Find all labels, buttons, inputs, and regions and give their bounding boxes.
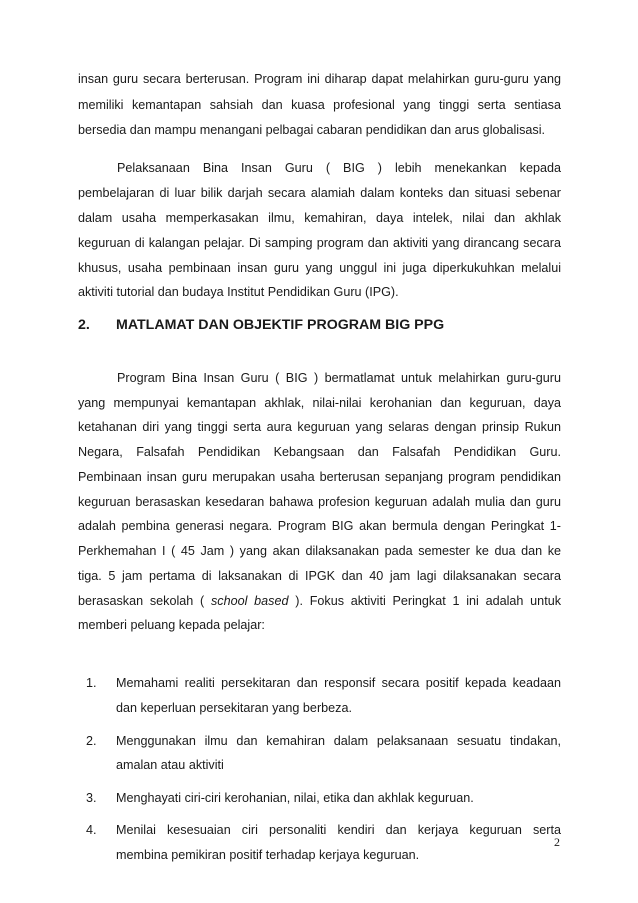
paragraph-line: pembelajaran di luar bilik darjah secara alamiah dalam konteks dan situasi sebenar [78,186,561,200]
page-number: 2 [554,835,560,849]
italic-term: school based [211,594,289,608]
list-item-line: Menilai kesesuaian ciri personaliti kendiri dan kerjaya keguruan serta [116,823,561,837]
paragraph-line: khusus, usaha pembinaan insan guru yang unggul ini juga diperkukuhkan melalui [78,261,561,275]
paragraph-line [78,593,561,609]
paragraph-line: bersedia dan mampu menangani pelbagai cabaran pendidikan dan arus globalisasi. [78,123,545,137]
list-item-line: membina pemikiran positif terhadap kerjaya keguruan. [116,848,420,862]
paragraph-line: aktiviti tutorial dan budaya Institut Pendidikan Guru (IPG). [78,285,399,299]
paragraph-line: Pelaksanaan Bina Insan Guru ( BIG ) lebih menekankan kepada [117,161,561,175]
paragraph-line: Perkhemahan I ( 45 Jam ) yang akan dilaksanakan pada semester ke dua dan ke [78,544,561,558]
paragraph-line: ketahanan diri yang tinggi serta aura keguruan yang selaras dengan prinsip Rukun [78,420,561,434]
paragraph-line: insan guru secara berterusan. Program ini diharap dapat melahirkan guru-guru yang [78,72,561,86]
line-text: ). Fokus aktiviti Peringkat 1 ini adalah untuk [288,594,561,608]
paragraph-line: tiga. 5 jam pertama di laksanakan di IPGK dan 40 jam lagi dilaksanakan secara [78,569,561,583]
list-item-line: Menghayati ciri-ciri kerohanian, nilai, etika dan akhlak keguruan. [116,791,474,805]
paragraph-line: memberi peluang kepada pelajar: [78,618,265,632]
paragraph-line: Program Bina Insan Guru ( BIG ) bermatlamat untuk melahirkan guru-guru [117,371,561,385]
paragraph-line: keguruan berasaskan kesedaran bahawa profesion keguruan adalah mulia dan guru [78,495,561,509]
section-number: 2. [78,317,90,333]
list-item-line: Memahami realiti persekitaran dan responsif secara positif kepada keadaan [116,676,561,690]
paragraph-line: yang mempunyai kemantapan akhlak, nilai-nilai kerohanian dan keguruan, daya [78,396,561,410]
list-number: 1. [86,676,97,690]
list-number: 2. [86,734,97,748]
paragraph-line: memiliki kemantapan sahsiah dan kuasa profesional yang tinggi serta sentiasa [78,98,561,112]
list-number: 3. [86,791,97,805]
list-item-line: amalan atau aktiviti [116,758,224,772]
paragraph-line: Negara, Falsafah Pendidikan Kebangsaan dan Falsafah Pendidikan Guru. [78,445,561,459]
paragraph-line: Pembinaan insan guru merupakan usaha berterusan sepanjang program pendidikan [78,470,561,484]
line-text: berasaskan sekolah ( [78,594,211,608]
section-title: MATLAMAT DAN OBJEKTIF PROGRAM BIG PPG [116,317,445,333]
list-item-line: Menggunakan ilmu dan kemahiran dalam pelaksanaan sesuatu tindakan, [116,734,561,748]
paragraph-line: keguruan di kalangan pelajar. Di samping program dan aktiviti yang dirancang secara [78,236,561,250]
paragraph-line: adalah pembina generasi negara. Program BIG akan bermula dengan Peringkat 1- [78,519,561,533]
paragraph-line: dalam usaha memperkasakan ilmu, kemahiran, daya intelek, nilai dan akhlak [78,211,561,225]
list-item-line: dan keperluan persekitaran yang berbeza. [116,701,352,715]
list-number: 4. [86,823,97,837]
